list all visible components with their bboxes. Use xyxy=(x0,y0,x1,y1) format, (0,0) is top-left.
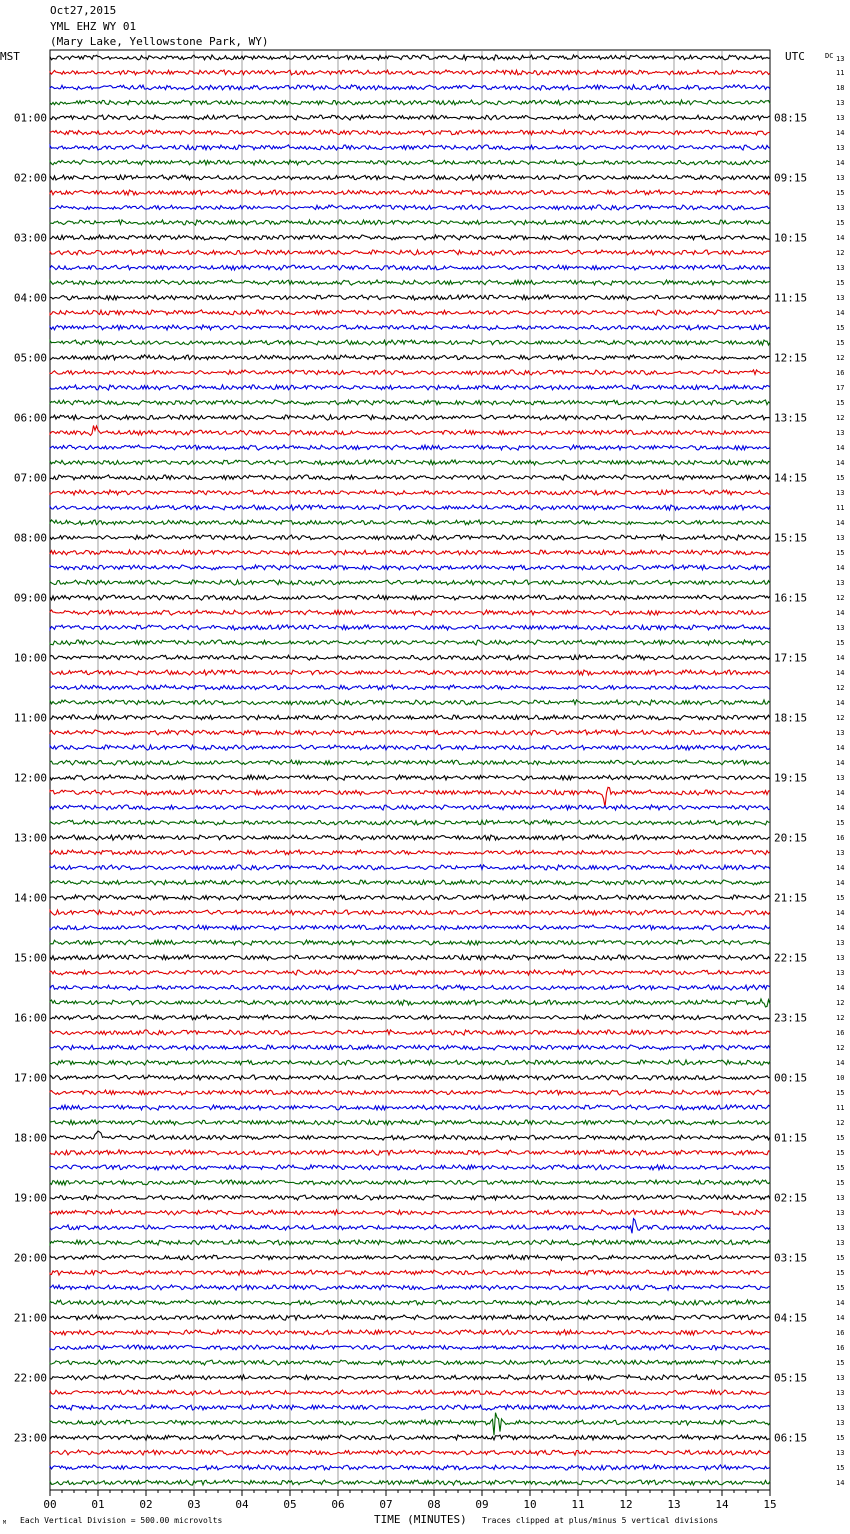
mst-hour-label: 17:00 xyxy=(13,1071,47,1085)
seismic-trace xyxy=(50,865,770,870)
x-tick-label: 02 xyxy=(139,1498,153,1511)
dc-offset-value: 12 xyxy=(836,999,845,1007)
seismic-trace xyxy=(50,145,770,150)
seismic-trace xyxy=(50,1015,770,1020)
seismic-trace xyxy=(50,880,770,885)
dc-offset-value: 12 xyxy=(836,594,845,602)
header-location: (Mary Lake, Yellowstone Park, WY) xyxy=(50,35,269,48)
seismic-trace xyxy=(50,625,770,630)
dc-offset-value: 13 xyxy=(836,489,845,497)
dc-offset-value: 14 xyxy=(836,789,845,797)
utc-hour-label: 09:15 xyxy=(774,171,808,185)
seismic-trace xyxy=(50,805,770,810)
seismic-trace xyxy=(50,1285,770,1290)
dc-offset-value: 13 xyxy=(836,954,845,962)
seismic-trace xyxy=(50,1450,770,1455)
seismic-trace xyxy=(50,160,770,165)
mst-hour-label: 05:00 xyxy=(13,351,47,365)
seismic-trace xyxy=(50,370,770,375)
seismic-trace xyxy=(50,115,770,120)
dc-offset-value: 14 xyxy=(836,1299,845,1307)
seismic-trace xyxy=(50,235,770,240)
seismic-trace xyxy=(50,775,770,780)
scale-note: Each Vertical Division = 500.00 microvolts xyxy=(20,1516,223,1525)
seismic-trace xyxy=(50,1300,770,1305)
dc-offset-value: 14 xyxy=(836,1059,845,1067)
dc-offset-value: 15 xyxy=(836,1164,845,1172)
mst-hour-label: 06:00 xyxy=(13,411,47,425)
utc-hour-label: 08:15 xyxy=(774,111,808,125)
header-date: Oct27,2015 xyxy=(50,4,117,17)
dc-offset-value: 13 xyxy=(836,1389,845,1397)
seismic-trace xyxy=(50,190,770,195)
mst-hour-label: 16:00 xyxy=(13,1011,47,1025)
x-tick-label: 07 xyxy=(379,1498,393,1511)
dc-offset-value: 12 xyxy=(836,1044,845,1052)
mst-hour-label: 12:00 xyxy=(13,771,47,785)
seismic-trace xyxy=(50,999,770,1007)
dc-offset-value: 15 xyxy=(836,1134,845,1142)
seismic-trace xyxy=(50,340,770,345)
dc-offset-value: 10 xyxy=(836,1074,845,1082)
seismic-trace xyxy=(50,760,770,765)
dc-offset-value: 14 xyxy=(836,879,845,887)
seismic-trace xyxy=(50,1413,770,1436)
seismic-trace xyxy=(50,910,770,915)
dc-offset-value: 11 xyxy=(836,69,845,77)
seismic-trace xyxy=(50,730,770,735)
clip-note: Traces clipped at plus/minus 5 vertical divisions xyxy=(482,1516,719,1525)
mst-hour-label: 14:00 xyxy=(13,891,47,905)
seismic-trace xyxy=(50,130,770,135)
seismic-trace xyxy=(50,70,770,75)
utc-hour-label: 17:15 xyxy=(774,651,808,665)
trace-group xyxy=(50,55,770,1485)
seismic-trace xyxy=(50,100,770,105)
dc-offset-value: 13 xyxy=(836,174,845,182)
seismic-trace xyxy=(50,1330,770,1335)
dc-offset-value: 16 xyxy=(836,834,845,842)
dc-offset-value: 13 xyxy=(836,1224,845,1232)
dc-label: DC xyxy=(825,52,834,60)
seismic-trace xyxy=(50,610,770,615)
seismic-trace xyxy=(50,520,770,525)
dc-offset-value: 16 xyxy=(836,369,845,377)
utc-hour-label: 10:15 xyxy=(774,231,808,245)
dc-offset-value: 17 xyxy=(836,384,845,392)
mst-hour-label: 18:00 xyxy=(13,1131,47,1145)
x-tick-label: 01 xyxy=(91,1498,105,1511)
seismic-trace xyxy=(50,280,770,285)
seismic-trace xyxy=(50,580,770,585)
dc-offset-value: 13 xyxy=(836,579,845,587)
dc-offset-value: 14 xyxy=(836,129,845,137)
mst-hour-label: 09:00 xyxy=(13,591,47,605)
seismic-trace xyxy=(50,490,770,495)
seismic-trace xyxy=(50,595,770,600)
dc-offset-value: 13 xyxy=(836,264,845,272)
dc-offset-value: 16 xyxy=(836,1344,845,1352)
dc-offset-value: 15 xyxy=(836,894,845,902)
seismic-trace xyxy=(50,550,770,555)
mst-hour-label: 04:00 xyxy=(13,291,47,305)
dc-offset-value: 15 xyxy=(836,639,845,647)
seismic-trace xyxy=(50,1131,770,1140)
seismic-trace xyxy=(50,955,770,960)
dc-offset-value: 13 xyxy=(836,1194,845,1202)
utc-hour-label: 16:15 xyxy=(774,591,808,605)
seismic-trace xyxy=(50,355,770,360)
dc-offset-value: 13 xyxy=(836,429,845,437)
dc-offset-value: 14 xyxy=(836,864,845,872)
seismic-trace xyxy=(50,1390,770,1395)
dc-offset-value: 15 xyxy=(836,1269,845,1277)
header-station: YML EHZ WY 01 xyxy=(50,20,137,33)
utc-hour-label: 23:15 xyxy=(774,1011,808,1025)
dc-offset-value: 12 xyxy=(836,714,845,722)
seismic-trace xyxy=(50,895,770,900)
dc-offset-value: 12 xyxy=(836,684,845,692)
dc-offset-value: 14 xyxy=(836,759,845,767)
dc-offset-value: 14 xyxy=(836,234,845,242)
dc-offset-value: 15 xyxy=(836,1464,845,1472)
dc-offset-value: 13 xyxy=(836,624,845,632)
seismic-trace xyxy=(50,1060,770,1065)
seismic-trace xyxy=(50,1030,770,1035)
dc-offset-value: 13 xyxy=(836,294,845,302)
x-tick-label: 06 xyxy=(331,1498,345,1511)
dc-offset-value: 14 xyxy=(836,909,845,917)
seismic-trace xyxy=(50,445,770,450)
seismic-trace xyxy=(50,265,770,270)
seismic-trace xyxy=(50,670,770,675)
x-tick-label: 08 xyxy=(427,1498,441,1511)
dc-offset-value: 15 xyxy=(836,1149,845,1157)
dc-offset-value: 15 xyxy=(836,1359,845,1367)
seismic-trace xyxy=(50,1465,770,1470)
dc-offset-value: 14 xyxy=(836,309,845,317)
seismic-trace xyxy=(50,835,770,840)
seismic-trace xyxy=(50,1210,770,1215)
dc-offset-value: 13 xyxy=(836,1449,845,1457)
utc-hour-label: 03:15 xyxy=(774,1251,808,1265)
seismic-trace xyxy=(50,685,770,690)
seismic-trace xyxy=(50,1240,770,1245)
dc-offset-value: 13 xyxy=(836,1239,845,1247)
utc-hour-label: 00:15 xyxy=(774,1071,808,1085)
dc-offset-value: 14 xyxy=(836,744,845,752)
seismic-trace xyxy=(50,1480,770,1485)
dc-offset-value: 14 xyxy=(836,924,845,932)
seismic-trace xyxy=(50,400,770,405)
dc-offset-value: 13 xyxy=(836,939,845,947)
dc-offset-value: 15 xyxy=(836,1089,845,1097)
seismic-trace xyxy=(50,1180,770,1185)
utc-hour-label: 12:15 xyxy=(774,351,808,365)
utc-hour-label: 18:15 xyxy=(774,711,808,725)
seismic-trace xyxy=(50,475,770,480)
utc-hour-label: 02:15 xyxy=(774,1191,808,1205)
dc-offset-value: 15 xyxy=(836,1434,845,1442)
utc-hour-label: 11:15 xyxy=(774,291,808,305)
seismic-trace xyxy=(50,310,770,315)
mst-hour-label: 21:00 xyxy=(13,1311,47,1325)
mst-hour-label: 20:00 xyxy=(13,1251,47,1265)
right-zone-label: UTC xyxy=(785,50,805,63)
dc-offset-value: 15 xyxy=(836,1284,845,1292)
x-tick-label: 13 xyxy=(667,1498,681,1511)
seismic-trace xyxy=(50,1120,770,1125)
x-axis-title: TIME (MINUTES) xyxy=(374,1513,467,1526)
seismic-trace xyxy=(50,787,770,807)
mst-hour-label: 02:00 xyxy=(13,171,47,185)
dc-offset-value: 14 xyxy=(836,654,845,662)
dc-offset-value: 18 xyxy=(836,84,845,92)
seismic-trace xyxy=(50,640,770,645)
dc-offset-value: 13 xyxy=(836,144,845,152)
utc-hour-label: 04:15 xyxy=(774,1311,808,1325)
seismic-trace xyxy=(50,820,770,825)
seismic-trace xyxy=(50,505,770,510)
dc-offset-value: 15 xyxy=(836,189,845,197)
seismic-trace xyxy=(50,85,770,90)
seismic-trace xyxy=(50,415,770,420)
x-tick-label: 12 xyxy=(619,1498,633,1511)
utc-hour-label: 22:15 xyxy=(774,951,808,965)
seismic-trace xyxy=(50,745,770,750)
dc-offset-value: 15 xyxy=(836,219,845,227)
dc-offset-value: 14 xyxy=(836,444,845,452)
dc-offset-value: 14 xyxy=(836,564,845,572)
seismic-trace xyxy=(50,970,770,975)
dc-offset-value: 14 xyxy=(836,519,845,527)
dc-offset-value: 11 xyxy=(836,504,845,512)
dc-offset-value: 13 xyxy=(836,55,845,63)
x-tick-label: 05 xyxy=(283,1498,297,1511)
left-zone-label: MST xyxy=(0,50,20,63)
seismic-trace xyxy=(50,1255,770,1260)
x-tick-label: 00 xyxy=(43,1498,57,1511)
seismic-trace xyxy=(50,1045,770,1050)
seismic-trace xyxy=(50,1345,770,1350)
mst-hour-label: 19:00 xyxy=(13,1191,47,1205)
dc-offset-value: 13 xyxy=(836,99,845,107)
dc-offset-value: 15 xyxy=(836,339,845,347)
dc-offset-value: 14 xyxy=(836,609,845,617)
dc-offset-value: 13 xyxy=(836,969,845,977)
seismic-trace xyxy=(50,850,770,855)
utc-hour-label: 05:15 xyxy=(774,1371,808,1385)
mst-hour-label: 01:00 xyxy=(13,111,47,125)
utc-hour-label: 06:15 xyxy=(774,1431,808,1445)
seismic-trace xyxy=(50,1435,770,1440)
x-tick-label: 15 xyxy=(763,1498,777,1511)
corner-mark: M xyxy=(3,1520,7,1526)
dc-offset-value: 12 xyxy=(836,249,845,257)
seismic-trace xyxy=(50,1375,770,1380)
utc-hour-label: 20:15 xyxy=(774,831,808,845)
mst-hour-label: 08:00 xyxy=(13,531,47,545)
mst-hour-label: 13:00 xyxy=(13,831,47,845)
seismic-trace xyxy=(50,1105,770,1110)
seismic-trace xyxy=(50,55,770,60)
seismic-trace xyxy=(50,655,770,660)
mst-hour-label: 10:00 xyxy=(13,651,47,665)
seismic-trace xyxy=(50,700,770,705)
dc-offset-value: 15 xyxy=(836,1254,845,1262)
seismic-trace xyxy=(50,1315,770,1320)
seismic-trace xyxy=(50,1075,770,1080)
dc-offset-value: 11 xyxy=(836,1104,845,1112)
utc-hour-label: 13:15 xyxy=(774,411,808,425)
mst-hour-label: 15:00 xyxy=(13,951,47,965)
utc-hour-label: 15:15 xyxy=(774,531,808,545)
dc-offset-value: 15 xyxy=(836,819,845,827)
dc-offset-value: 13 xyxy=(836,729,845,737)
seismic-trace xyxy=(50,985,770,990)
dc-offset-value: 13 xyxy=(836,204,845,212)
utc-hour-label: 01:15 xyxy=(774,1131,808,1145)
seismic-trace xyxy=(50,1165,770,1170)
seismic-trace xyxy=(50,205,770,210)
mst-hour-label: 03:00 xyxy=(13,231,47,245)
seismic-trace xyxy=(50,175,770,180)
mst-hour-label: 23:00 xyxy=(13,1431,47,1445)
dc-offset-value: 14 xyxy=(836,459,845,467)
dc-offset-value: 15 xyxy=(836,279,845,287)
dc-offset-value: 14 xyxy=(836,804,845,812)
seismic-trace xyxy=(50,1270,770,1275)
x-tick-label: 11 xyxy=(571,1498,585,1511)
dc-offset-value: 13 xyxy=(836,1374,845,1382)
dc-offset-value: 14 xyxy=(836,1314,845,1322)
dc-offset-value: 12 xyxy=(836,354,845,362)
x-tick-label: 04 xyxy=(235,1498,249,1511)
seismic-trace xyxy=(50,1150,770,1155)
dc-offset-value: 13 xyxy=(836,534,845,542)
dc-offset-value: 13 xyxy=(836,1404,845,1412)
seismic-trace xyxy=(50,325,770,330)
utc-hour-label: 21:15 xyxy=(774,891,808,905)
dc-offset-value: 16 xyxy=(836,1329,845,1337)
dc-offset-value: 12 xyxy=(836,1119,845,1127)
dc-offset-value: 13 xyxy=(836,774,845,782)
seismic-trace xyxy=(50,1360,770,1365)
x-tick-label: 14 xyxy=(715,1498,729,1511)
dc-offset-value: 13 xyxy=(836,849,845,857)
dc-offset-value: 15 xyxy=(836,399,845,407)
seismic-trace xyxy=(50,460,770,465)
x-tick-label: 03 xyxy=(187,1498,201,1511)
dc-offset-value: 13 xyxy=(836,1209,845,1217)
dc-offset-value: 14 xyxy=(836,159,845,167)
dc-offset-value: 13 xyxy=(836,1419,845,1427)
dc-offset-value: 15 xyxy=(836,1179,845,1187)
seismic-trace xyxy=(50,565,770,570)
utc-hour-label: 19:15 xyxy=(774,771,808,785)
dc-offset-value: 16 xyxy=(836,1029,845,1037)
dc-offset-value: 14 xyxy=(836,1479,845,1487)
seismic-trace xyxy=(50,535,770,540)
mst-hour-label: 07:00 xyxy=(13,471,47,485)
seismic-trace xyxy=(50,250,770,255)
seismic-trace xyxy=(50,1405,770,1410)
x-tick-label: 10 xyxy=(523,1498,537,1511)
utc-hour-label: 14:15 xyxy=(774,471,808,485)
x-tick-label: 09 xyxy=(475,1498,489,1511)
dc-offset-value: 14 xyxy=(836,984,845,992)
dc-offset-value: 15 xyxy=(836,474,845,482)
seismic-trace xyxy=(50,385,770,390)
seismic-trace xyxy=(50,715,770,720)
dc-offset-value: 14 xyxy=(836,699,845,707)
seismic-trace xyxy=(50,426,770,436)
seismic-trace xyxy=(50,1195,770,1200)
dc-offset-value: 13 xyxy=(836,114,845,122)
seismic-trace xyxy=(50,295,770,300)
seismic-trace xyxy=(50,940,770,945)
seismic-trace xyxy=(50,1090,770,1095)
seismic-trace xyxy=(50,1219,770,1234)
seismic-trace xyxy=(50,220,770,225)
dc-offset-value: 14 xyxy=(836,669,845,677)
dc-offset-value: 12 xyxy=(836,414,845,422)
dc-offset-value: 12 xyxy=(836,1014,845,1022)
mst-hour-label: 11:00 xyxy=(13,711,47,725)
mst-hour-label: 22:00 xyxy=(13,1371,47,1385)
seismic-trace xyxy=(50,925,770,930)
dc-offset-value: 15 xyxy=(836,324,845,332)
dc-offset-value: 15 xyxy=(836,549,845,557)
